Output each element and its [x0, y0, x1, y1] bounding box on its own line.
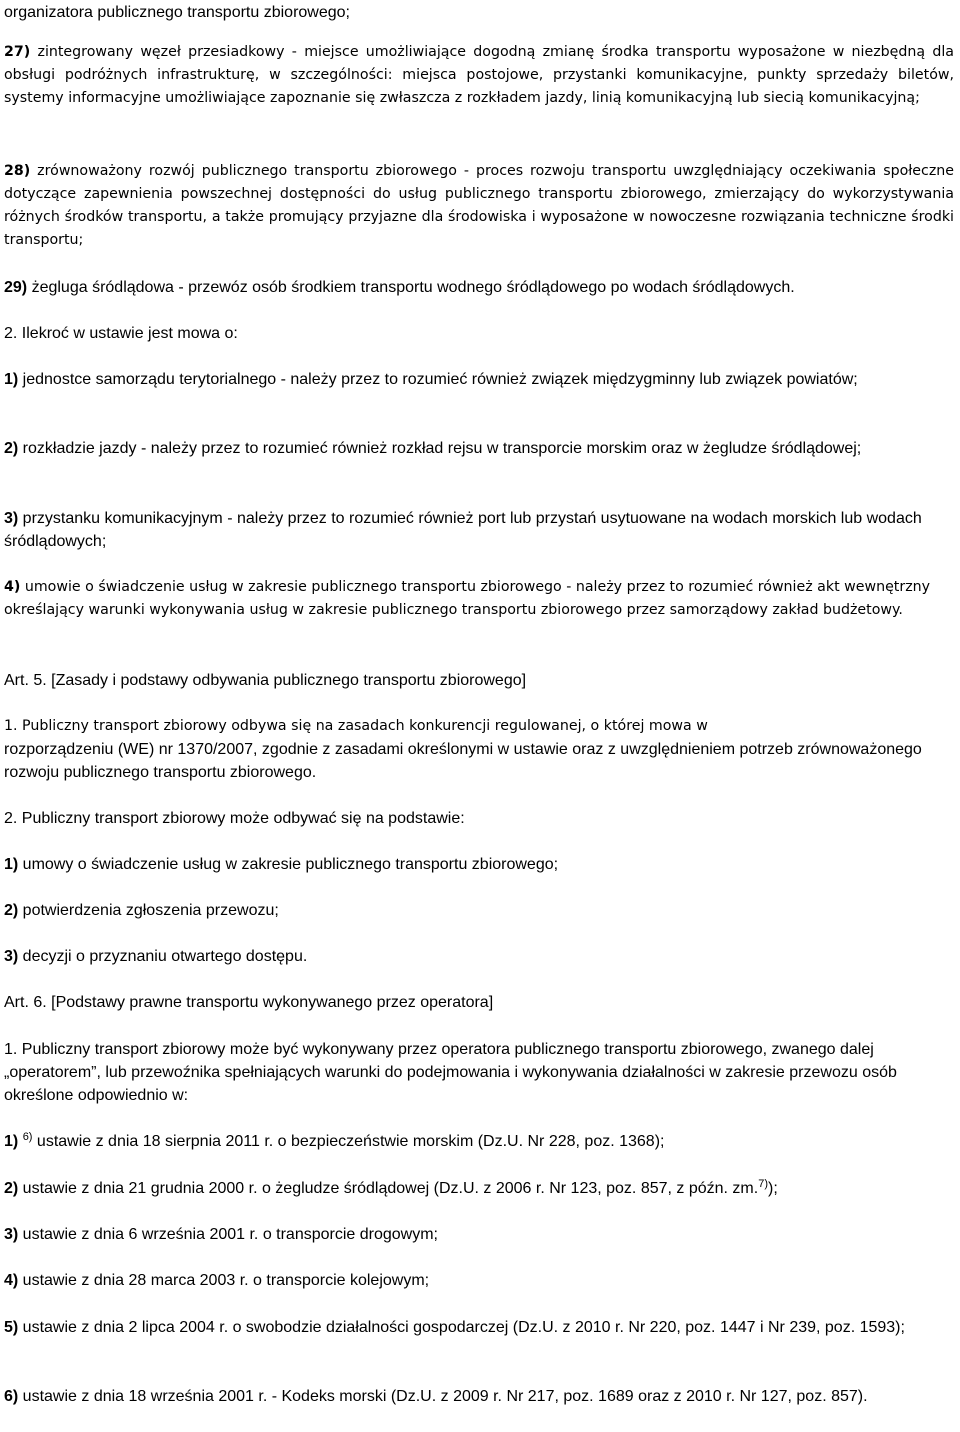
item-number: 3)	[4, 510, 19, 527]
item-text: rozkładzie jazdy - należy przez to rozumieć również rozkład rejsu w transporcie morskim oraz w żegludze śródlądowej;	[18, 440, 862, 457]
definition-text: zrównoważony rozwój publicznego transportu zbiorowego - proces rozwoju transportu uwzględniający oczekiwania społeczne dotyczące zapewnienia powszechnej dostępności do usług publicznego transportu zbiorowego, zmierzający do wykorzystywania różnych środków transportu, a także promujący przyjazne dla środowiska i wyposażone w nowoczesne rozwiązania techniczne środki transportu;	[4, 163, 954, 248]
item-text: potwierdzenia zgłoszenia przewozu;	[18, 902, 279, 919]
item-number: 4)	[4, 1272, 19, 1289]
section-2-item-4	[4, 576, 954, 622]
definition-28	[4, 160, 954, 252]
item-number: 3)	[4, 1226, 19, 1243]
item-text: ustawie z dnia 6 września 2001 r. o transporcie drogowym;	[18, 1226, 438, 1243]
art-6-item-5	[4, 1316, 954, 1339]
art-6-item-3	[4, 1223, 954, 1246]
section-2-intro: 2. Ilekroć w ustawie jest mowa o:	[4, 325, 238, 342]
section-2-item-1	[4, 368, 954, 391]
art-5-paragraph-2: 2. Publiczny transport zbiorowy może odbywać się na podstawie:	[4, 810, 465, 827]
art-6-heading: Art. 6. [Podstawy prawne transportu wykonywanego przez operatora]	[4, 994, 494, 1011]
art-6-item-1	[4, 1130, 954, 1153]
item-text: umowie o świadczenie usług w zakresie publicznego transportu zbiorowego - należy przez to rozumieć również akt wewnętrzny określający warunki wykonywania usług w zakresie publicznego transportu zbiorowego przez samorządowy zakład budżetowy.	[4, 579, 931, 618]
item-text: ustawie z dnia 21 grudnia 2000 r. o żegludze śródlądowej (Dz.U. z 2006 r. Nr 123, poz. 857, z późn. zm.	[18, 1180, 759, 1197]
item-text: ustawie z dnia 28 marca 2003 r. o transporcie kolejowym;	[18, 1272, 430, 1289]
item-text: ustawie z dnia 18 sierpnia 2011 r. o bezpieczeństwie morskim (Dz.U. Nr 228, poz. 1368);	[32, 1133, 665, 1150]
definition-27	[4, 41, 954, 110]
item-text-tail: );	[767, 1180, 778, 1197]
intro-line: organizatora publicznego transportu zbiorowego;	[4, 4, 350, 21]
item-number: 4)	[4, 579, 21, 595]
definition-29	[4, 276, 954, 299]
definition-number: 29)	[4, 279, 28, 296]
footnote-reference: 7)	[758, 1178, 768, 1190]
item-text: ustawie z dnia 2 lipca 2004 r. o swobodzie działalności gospodarczej (Dz.U. z 2010 r. Nr 220, poz. 1447 i Nr 239, poz. 1593);	[18, 1319, 905, 1336]
item-number: 2)	[4, 902, 19, 919]
section-2-item-3	[4, 507, 954, 553]
art-5-paragraph-1-line-1: 1. Publiczny transport zbiorowy odbywa się na zasadach konkurencji regulowanej, o której mowa w	[4, 718, 708, 734]
art-6-item-4	[4, 1269, 954, 1292]
definition-text: zintegrowany węzeł przesiadkowy - miejsce umożliwiające dogodną zmianę środka transportu wyposażone w niezbędną dla obsługi podróżnych infrastrukturę, w szczególności: miejsca postojowe, przystanki komunikacyjne, punkty sprzedaży biletów, systemy informacyjne umożliwiające zapoznanie się zwłaszcza z rozkładem jazdy, linią komunikacyjną lub siecią komunikacyjną;	[4, 44, 954, 106]
item-text: ustawie z dnia 18 września 2001 r. - Kodeks morski (Dz.U. z 2009 r. Nr 217, poz. 1689 oraz z 2010 r. Nr 127, poz. 857).	[18, 1388, 868, 1405]
footnote-reference: 6)	[22, 1131, 33, 1143]
definition-number: 27)	[4, 44, 31, 60]
art-5-item-1	[4, 853, 954, 876]
item-text: decyzji o przyznaniu otwartego dostępu.	[18, 948, 308, 965]
art-6-item-2	[4, 1177, 954, 1200]
definition-text: żegluga śródlądowa - przewóz osób środkiem transportu wodnego śródlądowego po wodach śródlądowych.	[27, 279, 795, 296]
item-number: 6)	[4, 1388, 19, 1405]
item-text: przystanku komunikacyjnym - należy przez to rozumieć również port lub przystań usytuowane na wodach morskich lub wodach śródlądowych;	[4, 510, 922, 550]
definition-number: 28)	[4, 163, 31, 179]
item-number: 1)	[4, 371, 19, 388]
art-6-paragraph-1: 1. Publiczny transport zbiorowy może być wykonywany przez operatora publicznego transportu zbiorowego, zwanego dalej „operatorem”, lub przewoźnika spełniających warunki do podejmowania i wykonywania działalności w zakresie przewozu osób określone odpowiednio w:	[4, 1041, 897, 1104]
art-5-item-3	[4, 945, 954, 968]
art-6-item-6	[4, 1385, 954, 1408]
item-number: 1)	[4, 1133, 19, 1150]
art-5-paragraph-1-rest: rozporządzeniu (WE) nr 1370/2007, zgodnie z zasadami określonymi w ustawie oraz z uwzględnieniem potrzeb zrównoważonego rozwoju publicznego transportu zbiorowego.	[4, 741, 922, 781]
item-text: jednostce samorządu terytorialnego - należy przez to rozumieć również związek międzygminny lub związek powiatów;	[18, 371, 858, 388]
item-number: 1)	[4, 856, 19, 873]
item-number: 2)	[4, 1180, 19, 1197]
item-number: 2)	[4, 440, 19, 457]
item-number: 3)	[4, 948, 19, 965]
art-5-item-2	[4, 899, 954, 922]
item-number: 5)	[4, 1319, 19, 1336]
art-5-heading: Art. 5. [Zasady i podstawy odbywania publicznego transportu zbiorowego]	[4, 672, 527, 689]
item-text: umowy o świadczenie usług w zakresie publicznego transportu zbiorowego;	[18, 856, 559, 873]
section-2-item-2	[4, 437, 954, 460]
